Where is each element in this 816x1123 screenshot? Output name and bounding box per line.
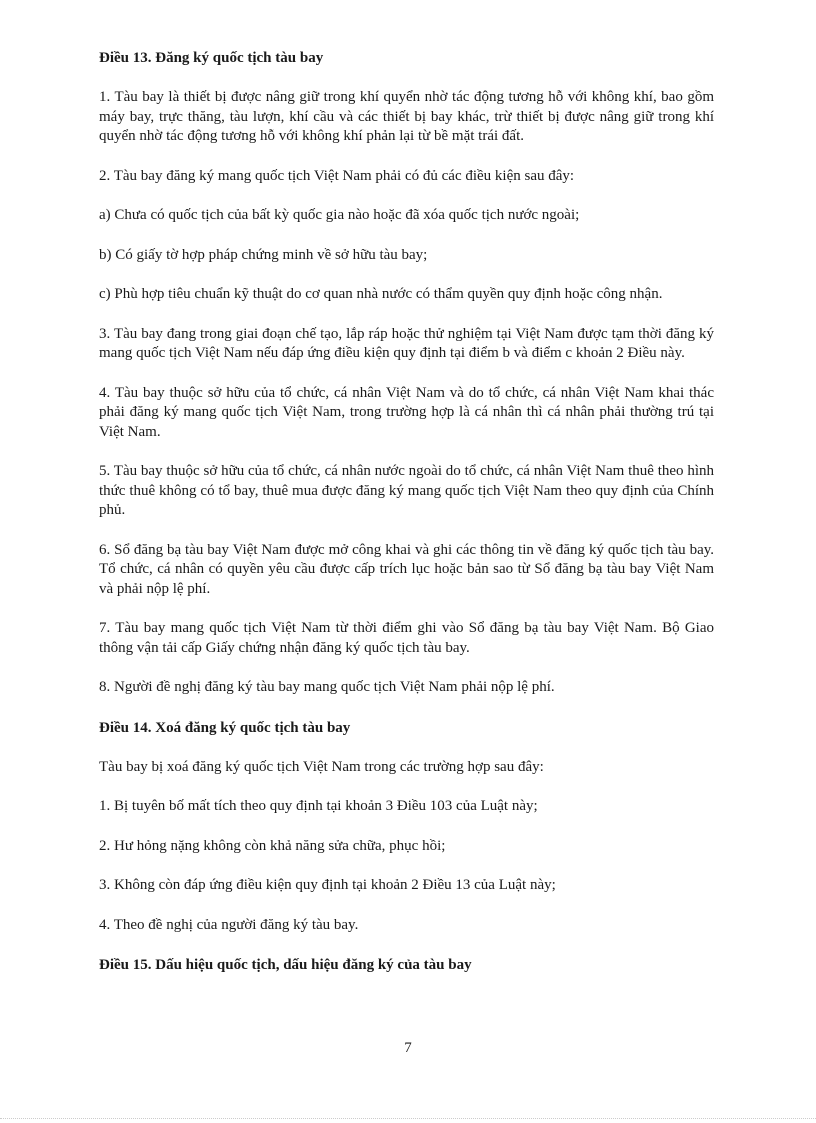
document-page (99, 48, 714, 995)
page-number: 7 (404, 1040, 412, 1056)
article-13-clause-3: 3. Tàu bay đang trong giai đoạn chế tạo, lắp ráp hoặc thử nghiệm tại Việt Nam được tạm thời đăng ký mang quốc tịch Việt Nam nếu đáp ứng điều kiện quy định tại điểm b và điểm c khoản 2 Điều này. (99, 325, 714, 361)
article-13-clause-2a: a) Chưa có quốc tịch của bất kỳ quốc gia nào hoặc đã xóa quốc tịch nước ngoài; (99, 207, 580, 223)
article-13-clause-1: 1. Tàu bay là thiết bị được nâng giữ trong khí quyển nhờ tác động tương hỗ với không khí, bao gồm máy bay, trực thăng, tàu lượn, khí cầu và các thiết bị bay khác, trừ thiết bị được nâng giữ trong khí quyển nhờ tác động tương hỗ với không khí phản lại từ bề mặt trái đất. (99, 89, 714, 144)
article-15-heading: Điều 15. Dấu hiệu quốc tịch, dấu hiệu đăng ký của tàu bay (99, 957, 472, 973)
article-13-clause-2b: b) Có giấy tờ hợp pháp chứng minh về sở hữu tàu bay; (99, 246, 428, 263)
article-13-clause-6: 6. Sổ đăng bạ tàu bay Việt Nam được mở công khai và ghi các thông tin về đăng ký quốc tịch tàu bay. Tổ chức, cá nhân có quyền yêu cầu được cấp trích lục hoặc bản sao từ Sổ đăng bạ tàu bay Việt Nam và phải nộp lệ phí. (99, 541, 714, 597)
article-14-heading: Điều 14. Xoá đăng ký quốc tịch tàu bay (99, 719, 351, 736)
article-14-clause-2: 2. Hư hỏng nặng không còn khả năng sửa chữa, phục hồi; (99, 837, 446, 854)
article-13-clause-4: 4. Tàu bay thuộc sở hữu của tổ chức, cá nhân Việt Nam và do tổ chức, cá nhân Việt Nam khai thác phải đăng ký mang quốc tịch Việt Nam, trong trường hợp là cá nhân thì cá nhân phải thường trú tại Việt Nam. (99, 384, 714, 440)
page-bottom-divider (0, 1118, 816, 1119)
article-14-intro: Tàu bay bị xoá đăng ký quốc tịch Việt Nam trong các trường hợp sau đây: (99, 758, 544, 775)
article-13-clause-8: 8. Người đề nghị đăng ký tàu bay mang quốc tịch Việt Nam phải nộp lệ phí. (99, 679, 555, 695)
article-13-clause-2c: c) Phù hợp tiêu chuẩn kỹ thuật do cơ quan nhà nước có thẩm quyền quy định hoặc công nhận. (99, 286, 663, 302)
article-13-clause-5: 5. Tàu bay thuộc sở hữu của tổ chức, cá nhân nước ngoài do tổ chức, cá nhân Việt Nam thuê theo hình thức thuê không có tổ bay, thuê mua được đăng ký mang quốc tịch Việt Nam theo quy định của Chính phủ. (99, 463, 714, 518)
article-13-heading: Điều 13. Đăng ký quốc tịch tàu bay (99, 50, 324, 66)
article-14-clause-4: 4. Theo đề nghị của người đăng ký tàu bay. (99, 916, 359, 933)
article-13-clause-7: 7. Tàu bay mang quốc tịch Việt Nam từ thời điểm ghi vào Sổ đăng bạ tàu bay Việt Nam. Bộ Giao thông vận tải cấp Giấy chứng nhận đăng ký quốc tịch tàu bay. (99, 620, 714, 656)
article-14-clause-3: 3. Không còn đáp ứng điều kiện quy định tại khoản 2 Điều 13 của Luật này; (99, 877, 556, 893)
article-14-clause-1: 1. Bị tuyên bố mất tích theo quy định tại khoản 3 Điều 103 của Luật này; (99, 798, 538, 814)
article-13-clause-2: 2. Tàu bay đăng ký mang quốc tịch Việt Nam phải có đủ các điều kiện sau đây: (99, 167, 575, 184)
